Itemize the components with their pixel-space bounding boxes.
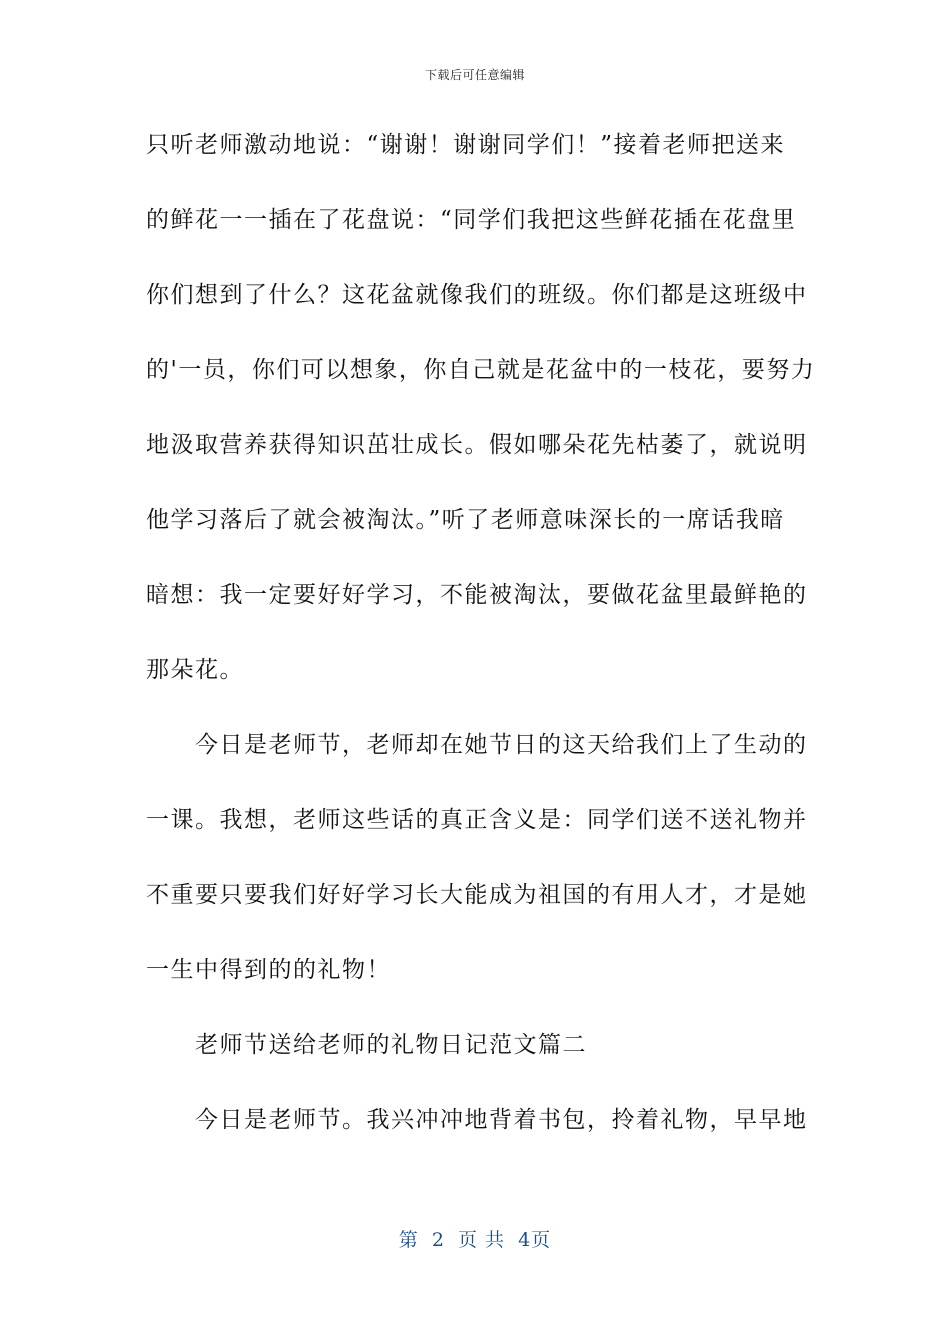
text-line: 今日是老师节。我兴冲冲地背着书包，拎着礼物，早早地	[146, 1107, 808, 1133]
footer-of-label: 页 共	[458, 1229, 506, 1251]
footer-total-pages: 4页	[518, 1229, 552, 1251]
text-line: 一课。我想，老师这些话的真正含义是：同学们送不送礼物并	[146, 807, 808, 833]
footer-current-page: 2	[431, 1229, 445, 1251]
text-line: 你们想到了什么？这花盆就像我们的班级。你们都是这班级中	[146, 282, 808, 308]
text-line: 地汲取营养获得知识茁壮成长。假如哪朵花先枯萎了，就说明	[146, 432, 808, 458]
text-line: 不重要只要我们好好学习长大能成为祖国的有用人才，才是她	[146, 882, 808, 908]
section-heading: 老师节送给老师的礼物日记范文篇二	[146, 1032, 587, 1058]
text-line: 只听老师激动地说：“谢谢！谢谢同学们！”接着老师把送来	[146, 132, 786, 158]
text-line: 他学习落后了就会被淘汰。”听了老师意味深长的一席话我暗	[146, 507, 785, 533]
text-line: 今日是老师节，老师却在她节日的这天给我们上了生动的	[146, 732, 808, 758]
header-note: 下载后可任意编辑	[424, 68, 525, 82]
text-line: 一生中得到的的礼物！	[146, 957, 391, 983]
footer-page-label: 第	[398, 1229, 419, 1251]
body-text	[146, 122, 816, 1172]
text-line: 那朵花。	[146, 657, 244, 683]
text-line: 的'一员，你们可以想象，你自己就是花盆中的一枝花，要努力	[146, 357, 816, 383]
page-footer	[0, 1225, 950, 1252]
text-line: 的鲜花一一插在了花盘说：“同学们我把这些鲜花插在花盘里	[146, 207, 797, 233]
text-line: 暗想：我一定要好好学习，不能被淘汰，要做花盆里最鲜艳的	[146, 582, 808, 608]
